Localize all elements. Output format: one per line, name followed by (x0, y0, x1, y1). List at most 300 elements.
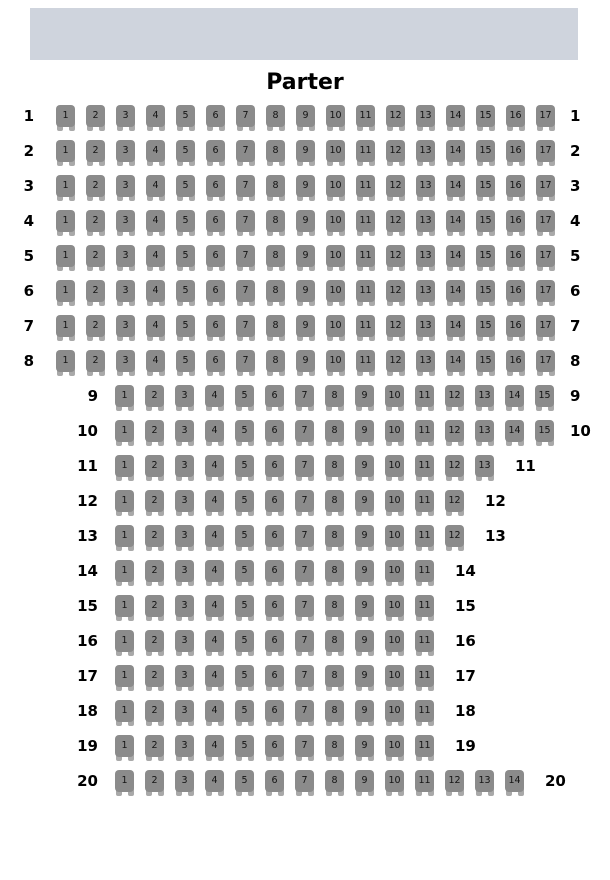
seat-row14-2[interactable] (145, 560, 164, 586)
seat-row10-1[interactable] (115, 420, 134, 446)
seat-row9-4[interactable] (205, 385, 224, 411)
seat-row7-1[interactable] (56, 315, 75, 341)
seat-row1-3[interactable] (116, 105, 135, 131)
seat-row17-10[interactable] (385, 665, 404, 691)
seat-row3-7[interactable] (236, 175, 255, 201)
seat-row17-9[interactable] (355, 665, 374, 691)
seat-row5-6[interactable] (206, 245, 225, 271)
seat-row10-12[interactable] (445, 420, 464, 446)
seat-row13-8[interactable] (325, 525, 344, 551)
seat-row13-5[interactable] (235, 525, 254, 551)
seat-row17-11[interactable] (415, 665, 434, 691)
seat-row15-2[interactable] (145, 595, 164, 621)
seat-row18-10[interactable] (385, 700, 404, 726)
seat-row11-10[interactable] (385, 455, 404, 481)
seat-row14-4[interactable] (205, 560, 224, 586)
seat-row4-14[interactable] (446, 210, 465, 236)
seat-row14-3[interactable] (175, 560, 194, 586)
seat-row6-3[interactable] (116, 280, 135, 306)
seat-row10-10[interactable] (385, 420, 404, 446)
seat-row12-7[interactable] (295, 490, 314, 516)
seat-row9-7[interactable] (295, 385, 314, 411)
seat-row12-6[interactable] (265, 490, 284, 516)
seat-row7-9[interactable] (296, 315, 315, 341)
seat-row11-2[interactable] (145, 455, 164, 481)
seat-row1-10[interactable] (326, 105, 345, 131)
seat-row5-9[interactable] (296, 245, 315, 271)
seat-row18-4[interactable] (205, 700, 224, 726)
seat-row11-12[interactable] (445, 455, 464, 481)
seat-row6-12[interactable] (386, 280, 405, 306)
seat-row5-7[interactable] (236, 245, 255, 271)
seat-row1-9[interactable] (296, 105, 315, 131)
seat-row19-9[interactable] (355, 735, 374, 761)
seat-row20-8[interactable] (325, 770, 344, 796)
seat-row1-16[interactable] (506, 105, 525, 131)
seat-number: 6 (212, 180, 219, 192)
seat-row10-6[interactable] (265, 420, 284, 446)
seat-row6-4[interactable] (146, 280, 165, 306)
seat-row6-17[interactable] (536, 280, 555, 306)
seat-row4-4[interactable] (146, 210, 165, 236)
seat-row1-12[interactable] (386, 105, 405, 131)
seat-row7-4[interactable] (146, 315, 165, 341)
seat-row6-5[interactable] (176, 280, 195, 306)
seat-row2-2[interactable] (86, 140, 105, 166)
seat-row11-11[interactable] (415, 455, 434, 481)
seat-row13-9[interactable] (355, 525, 374, 551)
seat-row5-15[interactable] (476, 245, 495, 271)
seat-row1-11[interactable] (356, 105, 375, 131)
seat-row3-14[interactable] (446, 175, 465, 201)
seat-row3-16[interactable] (506, 175, 525, 201)
seat-row5-10[interactable] (326, 245, 345, 271)
seat-row8-14[interactable] (446, 350, 465, 376)
seat-row15-4[interactable] (205, 595, 224, 621)
seat-row7-7[interactable] (236, 315, 255, 341)
seat-row8-17[interactable] (536, 350, 555, 376)
seat-row16-7[interactable] (295, 630, 314, 656)
seat-row14-11[interactable] (415, 560, 434, 586)
seat-row16-11[interactable] (415, 630, 434, 656)
seat-row3-17[interactable] (536, 175, 555, 201)
seat-number: 11 (359, 145, 372, 157)
seat-body (446, 350, 465, 372)
seat-row14-8[interactable] (325, 560, 344, 586)
seat-row16-9[interactable] (355, 630, 374, 656)
seat-row9-13[interactable] (475, 385, 494, 411)
seat-row13-1[interactable] (115, 525, 134, 551)
seat-row4-7[interactable] (236, 210, 255, 236)
seat-row7-15[interactable] (476, 315, 495, 341)
seat-row13-12[interactable] (445, 525, 464, 551)
seat-row3-8[interactable] (266, 175, 285, 201)
seat-row16-2[interactable] (145, 630, 164, 656)
seat-row8-9[interactable] (296, 350, 315, 376)
seat-row3-5[interactable] (176, 175, 195, 201)
seat-row5-13[interactable] (416, 245, 435, 271)
seat-row20-7[interactable] (295, 770, 314, 796)
seat-row7-11[interactable] (356, 315, 375, 341)
seat-row9-10[interactable] (385, 385, 404, 411)
seat-row2-13[interactable] (416, 140, 435, 166)
seat-row13-6[interactable] (265, 525, 284, 551)
seat-row20-13[interactable] (475, 770, 494, 796)
seat-row17-1[interactable] (115, 665, 134, 691)
seat-row6-7[interactable] (236, 280, 255, 306)
seat-row2-7[interactable] (236, 140, 255, 166)
seat-row17-5[interactable] (235, 665, 254, 691)
seat-row15-11[interactable] (415, 595, 434, 621)
row-label-right-3: 3 (570, 177, 581, 195)
seat-row10-2[interactable] (145, 420, 164, 446)
seat-row11-3[interactable] (175, 455, 194, 481)
seat-row15-1[interactable] (115, 595, 134, 621)
seat-row8-8[interactable] (266, 350, 285, 376)
seat-row20-12[interactable] (445, 770, 464, 796)
seat-row7-16[interactable] (506, 315, 525, 341)
seat-row12-10[interactable] (385, 490, 404, 516)
seat-row9-8[interactable] (325, 385, 344, 411)
seat-row20-10[interactable] (385, 770, 404, 796)
seat-row15-6[interactable] (265, 595, 284, 621)
seat-number: 8 (331, 740, 338, 752)
seat-row9-11[interactable] (415, 385, 434, 411)
seat-row1-2[interactable] (86, 105, 105, 131)
seat-row16-6[interactable] (265, 630, 284, 656)
seat-row2-11[interactable] (356, 140, 375, 166)
seat-row2-17[interactable] (536, 140, 555, 166)
seat-row13-7[interactable] (295, 525, 314, 551)
seat-row2-4[interactable] (146, 140, 165, 166)
seat-row6-14[interactable] (446, 280, 465, 306)
seat-row5-1[interactable] (56, 245, 75, 271)
seat-row20-11[interactable] (415, 770, 434, 796)
seat-row19-11[interactable] (415, 735, 434, 761)
seat-row17-7[interactable] (295, 665, 314, 691)
seat-row1-17[interactable] (536, 105, 555, 131)
seat-row11-7[interactable] (295, 455, 314, 481)
seat-body (205, 455, 224, 477)
seat-row2-14[interactable] (446, 140, 465, 166)
seat-row16-3[interactable] (175, 630, 194, 656)
seat-row16-10[interactable] (385, 630, 404, 656)
seat-row1-6[interactable] (206, 105, 225, 131)
seat-row18-8[interactable] (325, 700, 344, 726)
seat-row4-8[interactable] (266, 210, 285, 236)
seat-row2-3[interactable] (116, 140, 135, 166)
seat-row14-1[interactable] (115, 560, 134, 586)
seat-row7-10[interactable] (326, 315, 345, 341)
seat-row9-12[interactable] (445, 385, 464, 411)
seat-row20-4[interactable] (205, 770, 224, 796)
seat-row12-9[interactable] (355, 490, 374, 516)
seat-row8-3[interactable] (116, 350, 135, 376)
seat-row5-4[interactable] (146, 245, 165, 271)
seat-row1-1[interactable] (56, 105, 75, 131)
seat-body (325, 420, 344, 442)
seat-row9-1[interactable] (115, 385, 134, 411)
seat-row18-3[interactable] (175, 700, 194, 726)
seat-row10-3[interactable] (175, 420, 194, 446)
seat-row3-9[interactable] (296, 175, 315, 201)
seat-row12-3[interactable] (175, 490, 194, 516)
seat-row4-16[interactable] (506, 210, 525, 236)
seat-row7-17[interactable] (536, 315, 555, 341)
seat-row13-4[interactable] (205, 525, 224, 551)
seat-row2-8[interactable] (266, 140, 285, 166)
seat-row5-17[interactable] (536, 245, 555, 271)
seat-row17-4[interactable] (205, 665, 224, 691)
seat-row7-8[interactable] (266, 315, 285, 341)
seat-row1-7[interactable] (236, 105, 255, 131)
seat-row4-12[interactable] (386, 210, 405, 236)
seat-row4-3[interactable] (116, 210, 135, 236)
seat-row10-4[interactable] (205, 420, 224, 446)
seat-row15-3[interactable] (175, 595, 194, 621)
seat-number: 7 (301, 635, 308, 647)
seat-row9-14[interactable] (505, 385, 524, 411)
seat-row5-8[interactable] (266, 245, 285, 271)
seat-row17-6[interactable] (265, 665, 284, 691)
seat-row18-1[interactable] (115, 700, 134, 726)
seat-row9-5[interactable] (235, 385, 254, 411)
seat-number: 7 (301, 390, 308, 402)
seat-row3-12[interactable] (386, 175, 405, 201)
seat-row10-8[interactable] (325, 420, 344, 446)
seat-row19-4[interactable] (205, 735, 224, 761)
seat-row17-3[interactable] (175, 665, 194, 691)
seat-row6-1[interactable] (56, 280, 75, 306)
seat-row4-9[interactable] (296, 210, 315, 236)
seat-row16-1[interactable] (115, 630, 134, 656)
seat-row9-6[interactable] (265, 385, 284, 411)
seat-row5-2[interactable] (86, 245, 105, 271)
seat-row2-15[interactable] (476, 140, 495, 166)
seat-row7-13[interactable] (416, 315, 435, 341)
seat-row8-6[interactable] (206, 350, 225, 376)
seat-body (175, 385, 194, 407)
seat-row1-14[interactable] (446, 105, 465, 131)
seat-row9-9[interactable] (355, 385, 374, 411)
seat-row18-2[interactable] (145, 700, 164, 726)
seat-row10-15[interactable] (535, 420, 554, 446)
seat-row8-7[interactable] (236, 350, 255, 376)
seat-body (386, 350, 405, 372)
seat-row18-5[interactable] (235, 700, 254, 726)
seat-row20-3[interactable] (175, 770, 194, 796)
seat-row6-2[interactable] (86, 280, 105, 306)
seat-row5-14[interactable] (446, 245, 465, 271)
seat-row19-6[interactable] (265, 735, 284, 761)
seat-row20-2[interactable] (145, 770, 164, 796)
seat-row10-9[interactable] (355, 420, 374, 446)
seat-row2-10[interactable] (326, 140, 345, 166)
seat-row3-3[interactable] (116, 175, 135, 201)
seat-row19-10[interactable] (385, 735, 404, 761)
seat-row13-11[interactable] (415, 525, 434, 551)
seat-row19-1[interactable] (115, 735, 134, 761)
seat-row12-1[interactable] (115, 490, 134, 516)
seat-row2-1[interactable] (56, 140, 75, 166)
seat-number: 2 (92, 320, 99, 332)
seat-row8-16[interactable] (506, 350, 525, 376)
seat-row11-13[interactable] (475, 455, 494, 481)
seat-row2-5[interactable] (176, 140, 195, 166)
seat-row9-3[interactable] (175, 385, 194, 411)
seat-row18-7[interactable] (295, 700, 314, 726)
seat-row11-6[interactable] (265, 455, 284, 481)
seat-row6-15[interactable] (476, 280, 495, 306)
seat-row15-5[interactable] (235, 595, 254, 621)
seat-row5-5[interactable] (176, 245, 195, 271)
seat-row8-11[interactable] (356, 350, 375, 376)
seat-row3-2[interactable] (86, 175, 105, 201)
seat-row14-7[interactable] (295, 560, 314, 586)
seat-row4-6[interactable] (206, 210, 225, 236)
seat-row6-11[interactable] (356, 280, 375, 306)
seat-row14-6[interactable] (265, 560, 284, 586)
seat-row13-3[interactable] (175, 525, 194, 551)
seat-row19-7[interactable] (295, 735, 314, 761)
seat-row6-8[interactable] (266, 280, 285, 306)
seat-row5-16[interactable] (506, 245, 525, 271)
seat-row4-1[interactable] (56, 210, 75, 236)
seat-row4-17[interactable] (536, 210, 555, 236)
seat-row8-10[interactable] (326, 350, 345, 376)
seat-row4-5[interactable] (176, 210, 195, 236)
seat-row6-9[interactable] (296, 280, 315, 306)
seat-row3-6[interactable] (206, 175, 225, 201)
seat-row4-15[interactable] (476, 210, 495, 236)
seat-row18-6[interactable] (265, 700, 284, 726)
seat-row12-8[interactable] (325, 490, 344, 516)
seat-row8-5[interactable] (176, 350, 195, 376)
seat-row15-7[interactable] (295, 595, 314, 621)
seat-row10-7[interactable] (295, 420, 314, 446)
seat-row17-8[interactable] (325, 665, 344, 691)
seat-row10-5[interactable] (235, 420, 254, 446)
seat-row19-3[interactable] (175, 735, 194, 761)
seat-row20-9[interactable] (355, 770, 374, 796)
seat-row6-13[interactable] (416, 280, 435, 306)
seat-row7-2[interactable] (86, 315, 105, 341)
seat-row10-11[interactable] (415, 420, 434, 446)
seat-row8-15[interactable] (476, 350, 495, 376)
seat-row6-6[interactable] (206, 280, 225, 306)
seat-row11-1[interactable] (115, 455, 134, 481)
seat-row2-16[interactable] (506, 140, 525, 166)
seat-row10-14[interactable] (505, 420, 524, 446)
seat-body (325, 455, 344, 477)
seat-row14-5[interactable] (235, 560, 254, 586)
seat-row11-5[interactable] (235, 455, 254, 481)
seat-row9-15[interactable] (535, 385, 554, 411)
seat-row11-9[interactable] (355, 455, 374, 481)
seat-row12-12[interactable] (445, 490, 464, 516)
seat-row4-10[interactable] (326, 210, 345, 236)
seat-row1-4[interactable] (146, 105, 165, 131)
seat-row19-5[interactable] (235, 735, 254, 761)
seat-row7-5[interactable] (176, 315, 195, 341)
seat-row18-9[interactable] (355, 700, 374, 726)
seat-row3-11[interactable] (356, 175, 375, 201)
seat-row7-14[interactable] (446, 315, 465, 341)
seat-row15-9[interactable] (355, 595, 374, 621)
seat-number: 3 (181, 390, 188, 402)
seat-row19-8[interactable] (325, 735, 344, 761)
seat-body (356, 350, 375, 372)
seat-row4-2[interactable] (86, 210, 105, 236)
seat-number: 1 (121, 740, 128, 752)
seat-row1-13[interactable] (416, 105, 435, 131)
seat-row19-2[interactable] (145, 735, 164, 761)
seat-row5-12[interactable] (386, 245, 405, 271)
seat-row11-4[interactable] (205, 455, 224, 481)
seat-row14-9[interactable] (355, 560, 374, 586)
seat-row16-5[interactable] (235, 630, 254, 656)
seat-row16-4[interactable] (205, 630, 224, 656)
seat-body (146, 350, 165, 372)
seat-row10-13[interactable] (475, 420, 494, 446)
seat-row20-14[interactable] (505, 770, 524, 796)
seat-row14-10[interactable] (385, 560, 404, 586)
seat-row3-13[interactable] (416, 175, 435, 201)
seat-row16-8[interactable] (325, 630, 344, 656)
seat-row7-3[interactable] (116, 315, 135, 341)
seat-row12-11[interactable] (415, 490, 434, 516)
seat-row8-1[interactable] (56, 350, 75, 376)
seat-row13-10[interactable] (385, 525, 404, 551)
seat-row2-6[interactable] (206, 140, 225, 166)
seat-row1-15[interactable] (476, 105, 495, 131)
seat-row18-11[interactable] (415, 700, 434, 726)
seat-row15-8[interactable] (325, 595, 344, 621)
seat-row5-3[interactable] (116, 245, 135, 271)
seat-row3-15[interactable] (476, 175, 495, 201)
seat-row3-4[interactable] (146, 175, 165, 201)
seat-row8-12[interactable] (386, 350, 405, 376)
seat-row12-5[interactable] (235, 490, 254, 516)
seat-row1-5[interactable] (176, 105, 195, 131)
seat-row1-8[interactable] (266, 105, 285, 131)
seat-row12-4[interactable] (205, 490, 224, 516)
seat-row4-11[interactable] (356, 210, 375, 236)
seat-row3-1[interactable] (56, 175, 75, 201)
seat-row13-2[interactable] (145, 525, 164, 551)
seat-row7-12[interactable] (386, 315, 405, 341)
seat-row20-6[interactable] (265, 770, 284, 796)
seat-row17-2[interactable] (145, 665, 164, 691)
seat-row8-4[interactable] (146, 350, 165, 376)
seat-row12-2[interactable] (145, 490, 164, 516)
seat-row20-5[interactable] (235, 770, 254, 796)
seat-row11-8[interactable] (325, 455, 344, 481)
seat-row20-1[interactable] (115, 770, 134, 796)
seat-row8-13[interactable] (416, 350, 435, 376)
seat-row5-11[interactable] (356, 245, 375, 271)
seat-row8-2[interactable] (86, 350, 105, 376)
seat-row6-10[interactable] (326, 280, 345, 306)
seat-row6-16[interactable] (506, 280, 525, 306)
seat-row15-10[interactable] (385, 595, 404, 621)
seat-row2-12[interactable] (386, 140, 405, 166)
seat-row9-2[interactable] (145, 385, 164, 411)
seat-row7-6[interactable] (206, 315, 225, 341)
seat-row2-9[interactable] (296, 140, 315, 166)
seat-row3-10[interactable] (326, 175, 345, 201)
seat-row4-13[interactable] (416, 210, 435, 236)
